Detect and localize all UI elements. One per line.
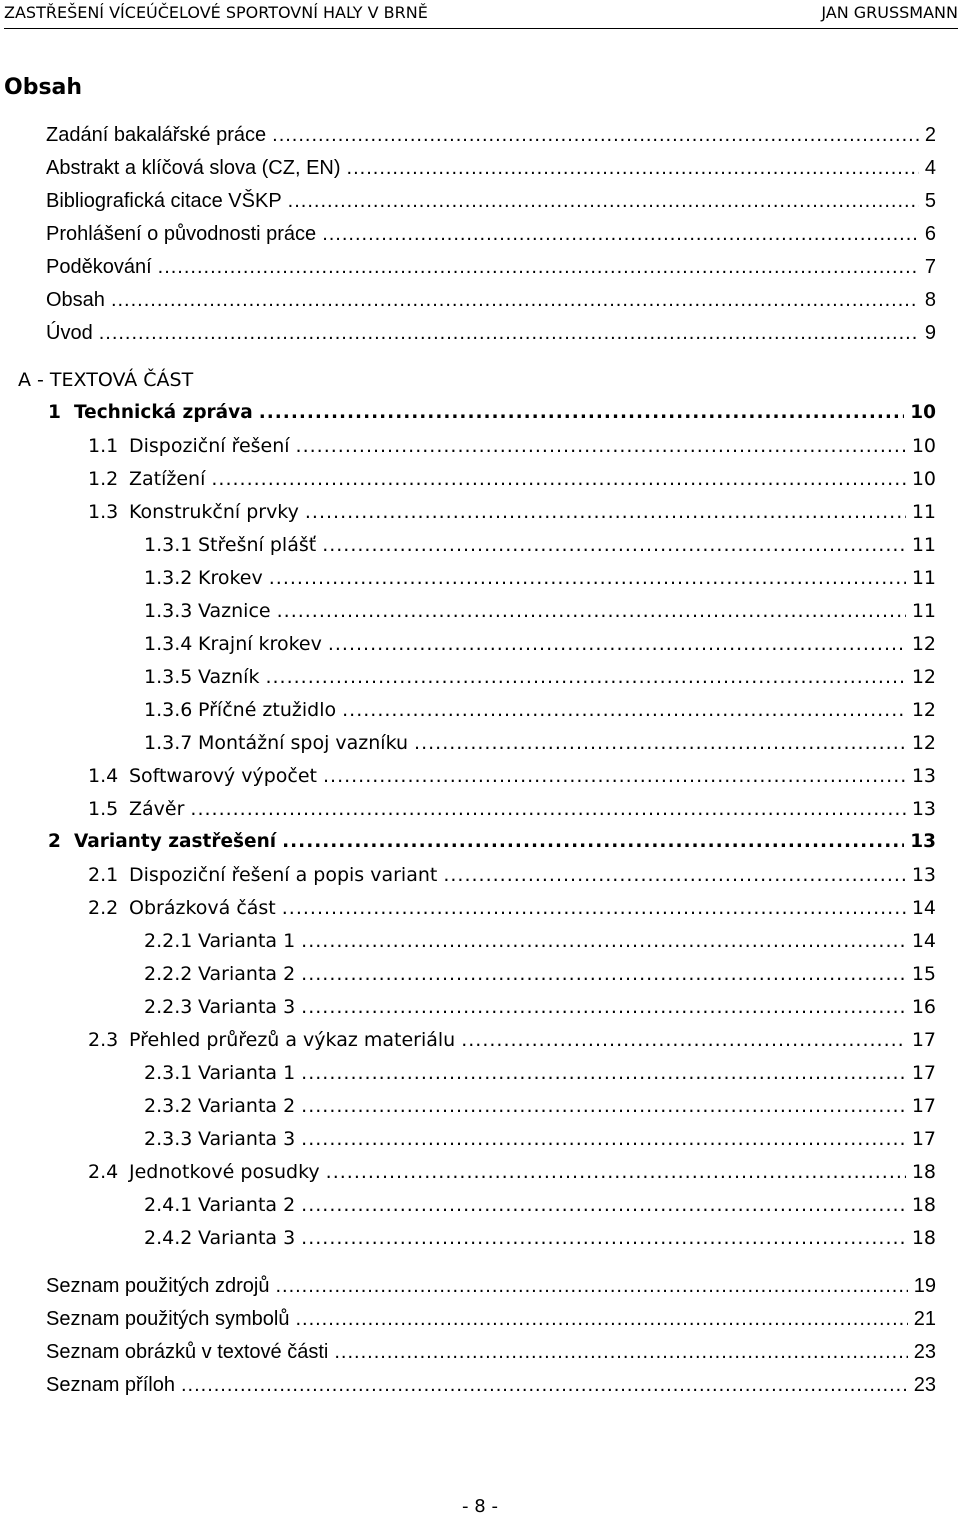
toc-entry-label: Střešní plášť (198, 534, 317, 556)
toc-leader-dots (190, 794, 905, 824)
toc-leader-dots (282, 893, 906, 923)
toc-entry[interactable] (88, 794, 936, 824)
toc-entry-label: Krokev (198, 567, 263, 589)
toc-entry[interactable] (88, 1157, 936, 1187)
toc-leader-dots (301, 926, 906, 956)
toc-leader-dots (99, 318, 919, 348)
toc-entry[interactable] (88, 860, 936, 890)
toc-leader-dots (158, 252, 919, 282)
toc-leader-dots (259, 398, 905, 428)
toc-entry-label: Montážní spoj vazníku (198, 732, 409, 754)
toc-entry-number: 2.4.2 (144, 1227, 193, 1249)
toc-entry-page: 23 (913, 1341, 936, 1363)
toc-entry-number: 1.3.1 (144, 534, 193, 556)
toc-entry-label: Příčné ztužidlo (198, 699, 337, 721)
toc-entry-page: 11 (911, 534, 936, 556)
header-author: JAN GRUSSMANN (821, 3, 958, 22)
toc-entry-page: 10 (910, 402, 936, 423)
toc-entry-number: 2.2 (88, 897, 119, 919)
toc-leader-dots (277, 596, 906, 626)
page-number: - 8 - (462, 1496, 498, 1517)
toc-entry-page: 9 (924, 322, 936, 344)
toc-entry-number: 1.3.6 (144, 699, 193, 721)
toc-entry-label: Seznam použitých symbolů (46, 1308, 290, 1330)
toc-leader-dots (328, 629, 906, 659)
toc-leader-dots (305, 497, 906, 527)
toc-entry-number: 2.3 (88, 1029, 119, 1051)
toc-entry-page: 17 (911, 1029, 936, 1051)
toc-entry[interactable] (144, 1091, 936, 1121)
toc-entry-label: Varianta 2 (198, 1194, 296, 1216)
toc-entry-number: 2.2.2 (144, 963, 193, 985)
toc-entry-page: 19 (913, 1275, 936, 1297)
toc-section-heading (18, 365, 193, 395)
toc-entry[interactable] (46, 1271, 936, 1301)
toc-leader-dots (301, 1223, 906, 1253)
toc-leader-dots (342, 695, 906, 725)
toc-entry[interactable] (46, 318, 936, 348)
toc-entry-label: Jednotkové posudky (129, 1161, 320, 1183)
toc-entry-label: A - TEXTOVÁ ČÁST (18, 369, 194, 391)
toc-leader-dots (347, 153, 919, 183)
toc-entry-page: 16 (911, 996, 936, 1018)
toc-leader-dots (322, 219, 919, 249)
toc-leader-dots (301, 1058, 906, 1088)
toc-entry-label: Varianta 1 (198, 930, 296, 952)
toc-entry-page: 12 (911, 699, 936, 721)
toc-entry-label: Varianty zastřešení (74, 831, 277, 852)
toc-entry-page: 2 (924, 124, 936, 146)
toc-leader-dots (295, 1304, 907, 1334)
toc-entry-page: 7 (924, 256, 936, 278)
toc-leader-dots (414, 728, 906, 758)
toc-entry[interactable] (144, 662, 936, 692)
toc-entry[interactable] (144, 629, 936, 659)
toc-leader-dots (301, 1190, 906, 1220)
toc-entry-page: 13 (911, 864, 936, 886)
toc-entry-label: Varianta 1 (198, 1062, 296, 1084)
toc-entry-page: 10 (911, 435, 936, 457)
toc-entry-page: 21 (913, 1308, 936, 1330)
toc-entry-label: Seznam příloh (46, 1374, 175, 1396)
toc-entry[interactable] (46, 186, 936, 216)
toc-entry[interactable] (46, 285, 936, 315)
toc-entry-page: 12 (911, 666, 936, 688)
toc-entry-label: Varianta 3 (198, 1128, 296, 1150)
toc-leader-dots (323, 761, 906, 791)
toc-entry-number: 1 (48, 402, 61, 423)
toc-entry-number: 2.4 (88, 1161, 119, 1183)
toc-entry[interactable] (46, 252, 936, 282)
toc-entry-label: Zatížení (129, 468, 206, 490)
toc-entry[interactable] (144, 1058, 936, 1088)
toc-leader-dots (282, 827, 904, 857)
toc-entry-label: Vaznice (198, 600, 271, 622)
toc-entry-label: Technická zpráva (74, 402, 253, 423)
toc-entry-page: 11 (911, 600, 936, 622)
toc-entry-label: Abstrakt a klíčová slova (CZ, EN) (46, 157, 341, 179)
toc-entry-page: 11 (911, 501, 936, 523)
toc-leader-dots (301, 1091, 906, 1121)
toc-entry[interactable] (46, 219, 936, 249)
toc-leader-dots (269, 563, 906, 593)
toc-leader-dots (275, 1271, 907, 1301)
toc-entry-page: 15 (911, 963, 936, 985)
toc-entry-page: 13 (910, 831, 936, 852)
toc-entry[interactable] (144, 563, 936, 593)
toc-entry-page: 17 (911, 1062, 936, 1084)
toc-entry-page: 12 (911, 732, 936, 754)
toc-entry[interactable] (144, 959, 936, 989)
toc-entry-label: Prohlášení o původnosti práce (46, 223, 317, 245)
toc-entry[interactable] (48, 398, 936, 428)
toc-entry[interactable] (144, 530, 936, 560)
toc-entry-page: 17 (911, 1095, 936, 1117)
toc-entry-number: 1.3.3 (144, 600, 193, 622)
toc-entry[interactable] (46, 1370, 936, 1400)
toc-entry[interactable] (46, 153, 936, 183)
toc-entry-page: 18 (911, 1227, 936, 1249)
toc-entry-page: 14 (911, 897, 936, 919)
toc-entry[interactable] (144, 728, 936, 758)
toc-entry[interactable] (144, 992, 936, 1022)
toc-entry[interactable] (144, 926, 936, 956)
toc-entry-page: 10 (911, 468, 936, 490)
toc-entry-number: 1.2 (88, 468, 119, 490)
toc-entry-label: Obsah (46, 289, 105, 311)
toc-entry-label: Úvod (46, 322, 93, 344)
toc-leader-dots (326, 1157, 906, 1187)
toc-entry-label: Poděkování (46, 256, 152, 278)
toc-entry-number: 2.4.1 (144, 1194, 193, 1216)
toc-entry[interactable] (46, 120, 936, 150)
toc-entry-label: Konstrukční prvky (129, 501, 299, 523)
toc-leader-dots (301, 992, 906, 1022)
toc-entry-label: Krajní krokev (198, 633, 322, 655)
toc-entry-page: 4 (924, 157, 936, 179)
toc-entry-number: 1.1 (88, 435, 119, 457)
toc-entry[interactable] (88, 761, 936, 791)
toc-entry[interactable] (48, 827, 936, 857)
toc-entry-label: Softwarový výpočet (129, 765, 317, 787)
toc-entry-number: 1.3.2 (144, 567, 193, 589)
toc-entry-number: 2.3.1 (144, 1062, 193, 1084)
toc-leader-dots (211, 464, 905, 494)
toc-entry-label: Seznam obrázků v textové části (46, 1341, 329, 1363)
toc-leader-dots (443, 860, 905, 890)
toc-leader-dots (265, 662, 905, 692)
toc-leader-dots (334, 1337, 907, 1367)
toc-entry-page: 8 (924, 289, 936, 311)
header-title: ZASTŘEŠENÍ VÍCEÚČELOVÉ SPORTOVNÍ HALY V BRNĚ (4, 3, 428, 22)
toc-entry[interactable] (88, 893, 936, 923)
toc-entry-page: 11 (911, 567, 936, 589)
toc-leader-dots (301, 1124, 906, 1154)
toc-entry-page: 5 (924, 190, 936, 212)
toc-leader-dots (111, 285, 919, 315)
toc-entry-label: Varianta 3 (198, 996, 296, 1018)
toc-entry-label: Dispoziční řešení (129, 435, 290, 457)
toc-entry-label: Bibliografická citace VŠKP (46, 190, 282, 212)
toc-leader-dots (272, 120, 919, 150)
page-header (4, 0, 958, 29)
toc-entry-label: Závěr (129, 798, 185, 820)
toc-entry[interactable] (144, 596, 936, 626)
toc-leader-dots (296, 431, 906, 461)
toc-entry-number: 1.3.5 (144, 666, 193, 688)
toc-entry-number: 2.2.3 (144, 996, 193, 1018)
toc-entry-page: 18 (911, 1194, 936, 1216)
toc-entry-label: Obrázková část (129, 897, 276, 919)
toc-entry-number: 2.3.2 (144, 1095, 193, 1117)
toc-entry-page: 23 (913, 1374, 936, 1396)
toc-entry-number: 2.2.1 (144, 930, 193, 952)
toc-title: Obsah (4, 75, 83, 100)
toc-entry-page: 13 (911, 798, 936, 820)
toc-entry-number: 1.3.4 (144, 633, 193, 655)
toc-entry-page: 6 (924, 223, 936, 245)
toc-entry-label: Varianta 2 (198, 1095, 296, 1117)
toc-entry-number: 1.4 (88, 765, 119, 787)
toc-entry-number: 2.1 (88, 864, 119, 886)
toc-entry-number: 2.3.3 (144, 1128, 193, 1150)
toc-entry-label: Přehled průřezů a výkaz materiálu (129, 1029, 456, 1051)
toc-entry-page: 14 (911, 930, 936, 952)
toc-entry[interactable] (88, 431, 936, 461)
toc-entry-label: Varianta 2 (198, 963, 296, 985)
toc-entry-label: Varianta 3 (198, 1227, 296, 1249)
toc-entry[interactable] (88, 1025, 936, 1055)
toc-entry[interactable] (46, 1304, 936, 1334)
toc-entry-number: 1.3.7 (144, 732, 193, 754)
toc-entry-page: 12 (911, 633, 936, 655)
toc-entry[interactable] (46, 1337, 936, 1367)
toc-entry[interactable] (144, 1223, 936, 1253)
toc-entry[interactable] (144, 1124, 936, 1154)
toc-entry-page: 13 (911, 765, 936, 787)
toc-entry[interactable] (88, 464, 936, 494)
toc-entry[interactable] (144, 1190, 936, 1220)
toc-entry-page: 17 (911, 1128, 936, 1150)
toc-leader-dots (301, 959, 906, 989)
toc-entry-label: Vazník (198, 666, 260, 688)
toc-leader-dots (288, 186, 919, 216)
toc-entry-number: 2 (48, 831, 61, 852)
toc-entry-label: Zadání bakalářské práce (46, 124, 267, 146)
toc-leader-dots (461, 1025, 906, 1055)
toc-entry-page: 18 (911, 1161, 936, 1183)
toc-entry-label: Dispoziční řešení a popis variant (129, 864, 438, 886)
toc-entry[interactable] (88, 497, 936, 527)
toc-entry-number: 1.5 (88, 798, 119, 820)
toc-entry-label: Seznam použitých zdrojů (46, 1275, 270, 1297)
toc-entry[interactable] (144, 695, 936, 725)
toc-entry-number: 1.3 (88, 501, 119, 523)
toc-leader-dots (322, 530, 906, 560)
toc-leader-dots (181, 1370, 908, 1400)
